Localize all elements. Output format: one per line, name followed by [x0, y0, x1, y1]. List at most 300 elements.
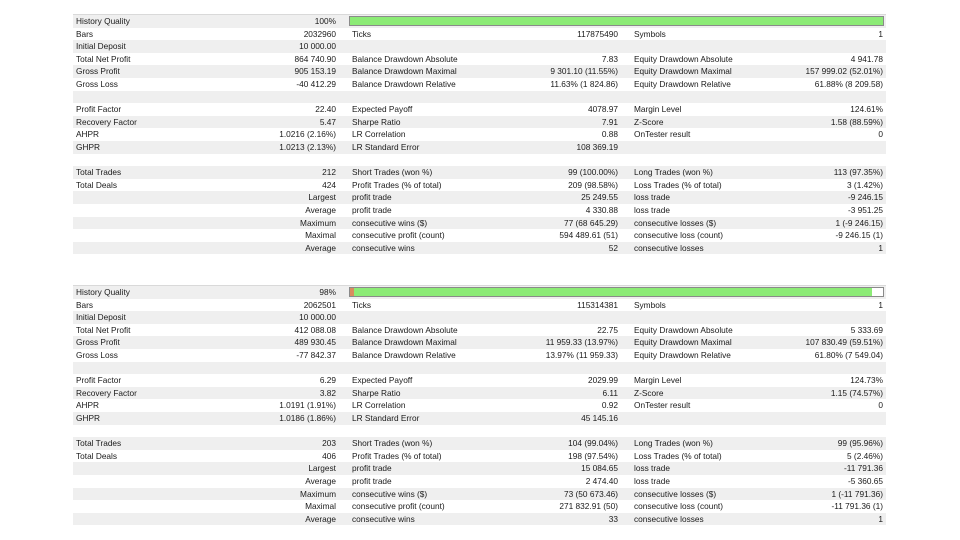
stat-empty — [631, 362, 886, 375]
stat-initial-deposit — [73, 40, 349, 53]
stat-equity-drawdown-maximal — [631, 65, 886, 78]
stat-value: 2029.99 — [588, 375, 618, 386]
stat-label: consecutive losses — [634, 513, 704, 524]
stat-value: 3.82 — [319, 387, 336, 398]
stat-label: AHPR — [76, 129, 100, 140]
stats-row — [73, 362, 886, 375]
stat-empty — [631, 154, 886, 167]
stat-value: 0.92 — [601, 400, 618, 411]
stat-value: 271 832.91 (50) — [559, 501, 618, 512]
stat-label: Balance Drawdown Relative — [352, 78, 456, 89]
stat-label: LR Standard Error — [352, 141, 420, 152]
stat-label — [349, 154, 352, 167]
stat-sharpe-ratio — [349, 116, 631, 129]
stat-value — [618, 91, 631, 104]
stat-ghpr — [73, 141, 349, 154]
stat-value — [883, 40, 886, 53]
stat-lr-standard-error — [349, 141, 631, 154]
stat-label: Loss Trades (% of total) — [634, 450, 722, 461]
stat-value — [336, 362, 349, 375]
stat-value: 198 (97.54%) — [568, 450, 618, 461]
stat-total-trades — [73, 437, 349, 450]
stat-balance-drawdown-absolute — [349, 324, 631, 337]
stats-row — [73, 229, 886, 242]
stat-value: -11 791.36 (1) — [831, 501, 883, 512]
stat-empty — [349, 311, 631, 324]
stat-value: 11.63% (1 824.86) — [550, 78, 618, 89]
stat-value: 203 — [322, 438, 336, 449]
stat-bars — [73, 299, 349, 312]
stat-consecutive-losses — [631, 242, 886, 255]
stat-profit-trade — [349, 191, 631, 204]
stat-label: Sharpe Ratio — [352, 387, 401, 398]
stat-value: 4 330.88 — [585, 204, 618, 215]
stat-consecutive-wins — [349, 217, 631, 230]
stat-value: 52 — [608, 242, 618, 253]
stat-label: Balance Drawdown Absolute — [352, 53, 458, 64]
stat-empty — [349, 91, 631, 104]
stat-value — [618, 154, 631, 167]
stat-label: Total Trades — [76, 167, 122, 178]
stat-total-trades — [73, 166, 349, 179]
stat-value: 489 930.45 — [294, 337, 336, 348]
stats-row — [73, 500, 886, 513]
stats-row — [73, 324, 886, 337]
stat-label: Balance Drawdown Absolute — [352, 324, 458, 335]
stat-value: -40 412.29 — [296, 78, 336, 89]
stat-label: Gross Loss — [76, 349, 118, 360]
stat-label: Maximum — [300, 217, 336, 228]
stat-value: -11 791.36 — [843, 463, 883, 474]
stat-empty — [349, 254, 631, 267]
stat-label: consecutive wins ($) — [352, 217, 428, 228]
stat-label: Average — [305, 204, 336, 215]
history-quality-cell — [73, 286, 349, 299]
stat-label — [73, 254, 76, 267]
stat-value: 22.40 — [315, 104, 336, 115]
stat-label — [631, 362, 634, 375]
stat-label — [73, 154, 76, 167]
stat-average — [73, 513, 349, 526]
stat-label: profit trade — [352, 475, 392, 486]
stat-value — [883, 91, 886, 104]
stat-value: 113 (97.35%) — [833, 167, 883, 178]
stat-value: 2062501 — [303, 299, 336, 310]
stat-lr-correlation — [349, 128, 631, 141]
stat-label: OnTester result — [634, 400, 691, 411]
stat-symbols — [631, 299, 886, 312]
stat-label: consecutive losses ($) — [634, 217, 717, 228]
history-quality-row — [73, 286, 886, 299]
stat-value: 1 (-11 791.36) — [831, 488, 883, 499]
stat-value: 5 333.69 — [850, 324, 883, 335]
stat-value — [336, 91, 349, 104]
stats-row — [73, 204, 886, 217]
stat-value — [883, 425, 886, 438]
stat-label — [631, 425, 634, 438]
stat-value: -3 951.25 — [847, 204, 883, 215]
stat-value: 1 — [878, 513, 883, 524]
stat-consecutive-wins — [349, 488, 631, 501]
stat-profit-trade — [349, 204, 631, 217]
stats-row — [73, 450, 886, 463]
stat-value — [336, 254, 349, 267]
stat-label: Gross Profit — [76, 66, 120, 77]
stat-equity-drawdown-maximal — [631, 336, 886, 349]
stat-value: 1 — [878, 28, 883, 39]
stat-value: 1.0191 (1.91%) — [279, 400, 336, 411]
stat-label: Gross Loss — [76, 78, 118, 89]
stat-ahpr — [73, 128, 349, 141]
stat-value: 108 369.19 — [576, 141, 618, 152]
stat-label: Short Trades (won %) — [352, 167, 433, 178]
stat-label: consecutive loss (count) — [634, 230, 724, 241]
stat-label: Symbols — [634, 299, 666, 310]
stat-label: profit trade — [352, 204, 392, 215]
stat-label: Recovery Factor — [76, 116, 137, 127]
stat-label: Equity Drawdown Absolute — [634, 324, 733, 335]
history-quality-row — [73, 15, 886, 28]
stat-long-trades-won — [631, 437, 886, 450]
stat-label: Total Net Profit — [76, 324, 131, 335]
stat-value: 10 000.00 — [299, 41, 336, 52]
stat-value: 0 — [878, 400, 883, 411]
stat-label: OnTester result — [634, 129, 691, 140]
stat-label: Ticks — [352, 299, 372, 310]
stat-z-score — [631, 116, 886, 129]
stat-gross-loss — [73, 78, 349, 91]
stat-empty — [349, 362, 631, 375]
stat-maximum — [73, 217, 349, 230]
stat-label: Long Trades (won %) — [634, 167, 713, 178]
stat-value — [336, 154, 349, 167]
stats-row — [73, 336, 886, 349]
stat-label — [631, 141, 634, 154]
stat-balance-drawdown-relative — [349, 78, 631, 91]
stat-ghpr — [73, 412, 349, 425]
stat-value: 77 (68 645.29) — [564, 217, 618, 228]
stat-value: 0.88 — [601, 129, 618, 140]
stat-lr-standard-error — [349, 412, 631, 425]
stat-label — [349, 91, 352, 104]
stat-label — [349, 311, 352, 324]
stat-value: 7.91 — [601, 116, 618, 127]
stat-label: Largest — [308, 192, 336, 203]
stat-value: 1.58 (88.59%) — [830, 116, 883, 127]
stat-label: Equity Drawdown Absolute — [634, 53, 733, 64]
stats-row — [73, 191, 886, 204]
stat-ahpr — [73, 399, 349, 412]
stat-sharpe-ratio — [349, 387, 631, 400]
stat-label: Symbols — [634, 28, 666, 39]
stat-gross-profit — [73, 336, 349, 349]
stats-row — [73, 299, 886, 312]
stat-value: 5.47 — [319, 116, 336, 127]
stat-label: Total Deals — [76, 450, 118, 461]
stat-value — [883, 362, 886, 375]
stat-loss-trades-of-total — [631, 179, 886, 192]
stat-label: loss trade — [634, 463, 670, 474]
history-quality-bar-cell — [349, 15, 886, 28]
stats-row — [73, 387, 886, 400]
stat-average — [73, 204, 349, 217]
stats-row — [73, 154, 886, 167]
stat-label: Average — [305, 242, 336, 253]
stat-label: Average — [305, 513, 336, 524]
history-quality-bar-cell — [349, 286, 886, 299]
history-quality-missing-mark — [350, 288, 354, 296]
stat-value: 15 084.65 — [581, 463, 618, 474]
stat-initial-deposit — [73, 311, 349, 324]
stat-label: Profit Trades (% of total) — [352, 179, 442, 190]
stat-label — [349, 362, 352, 375]
stat-label: GHPR — [76, 141, 100, 152]
stats-row — [73, 475, 886, 488]
stat-value: 212 — [322, 167, 336, 178]
stats-row — [73, 103, 886, 116]
stat-label: GHPR — [76, 412, 100, 423]
stat-value: 33 — [608, 513, 618, 524]
stat-label: LR Correlation — [352, 400, 406, 411]
stat-balance-drawdown-maximal — [349, 65, 631, 78]
stat-label: Maximal — [305, 230, 336, 241]
stat-label: Expected Payoff — [352, 375, 413, 386]
stats-row — [73, 437, 886, 450]
stat-value: 22.75 — [597, 324, 618, 335]
stat-label — [631, 311, 634, 324]
stat-total-deals — [73, 450, 349, 463]
stat-label: Equity Drawdown Relative — [634, 78, 731, 89]
stat-value — [883, 141, 886, 154]
stats-row — [73, 91, 886, 104]
stat-value: 7.83 — [601, 53, 618, 64]
stat-label: Total Net Profit — [76, 53, 131, 64]
history-quality-bar — [349, 287, 884, 297]
stat-label: Margin Level — [634, 104, 682, 115]
stat-ontester-result — [631, 128, 886, 141]
stat-balance-drawdown-maximal — [349, 336, 631, 349]
stat-label: LR Correlation — [352, 129, 406, 140]
stat-label: Balance Drawdown Maximal — [352, 66, 457, 77]
stats-row — [73, 116, 886, 129]
stats-row — [73, 425, 886, 438]
stats-row — [73, 488, 886, 501]
stat-maximum — [73, 488, 349, 501]
stat-label: Average — [305, 475, 336, 486]
stat-empty — [631, 141, 886, 154]
stat-average — [73, 242, 349, 255]
stat-z-score — [631, 387, 886, 400]
stat-profit-trade — [349, 475, 631, 488]
stat-value: 4078.97 — [588, 104, 618, 115]
history-quality-cell — [73, 15, 349, 28]
stat-value: 117875490 — [577, 28, 618, 39]
stat-value: -77 842.37 — [296, 349, 336, 360]
stat-value: 1 — [878, 299, 883, 310]
stat-empty — [349, 40, 631, 53]
stat-empty — [631, 412, 886, 425]
stat-value: 864 740.90 — [294, 53, 336, 64]
stat-label: Initial Deposit — [76, 312, 126, 323]
stat-label: consecutive wins ($) — [352, 488, 428, 499]
stat-maximal — [73, 500, 349, 513]
stats-row — [73, 179, 886, 192]
stat-value: 157 999.02 (52.01%) — [805, 66, 883, 77]
stat-label: Gross Profit — [76, 337, 120, 348]
stats-row — [73, 242, 886, 255]
stat-label: Maximum — [300, 488, 336, 499]
stat-total-net-profit — [73, 53, 349, 66]
stat-balance-drawdown-absolute — [349, 53, 631, 66]
history-quality-value: 98% — [319, 287, 336, 297]
stat-value: 104 (99.04%) — [568, 438, 618, 449]
stat-loss-trades-of-total — [631, 450, 886, 463]
stat-empty — [349, 154, 631, 167]
stat-consecutive-wins — [349, 242, 631, 255]
stat-label: consecutive wins — [352, 513, 415, 524]
stat-value: 99 (100.00%) — [568, 167, 618, 178]
stat-profit-factor — [73, 374, 349, 387]
stat-label — [631, 412, 634, 425]
stats-row — [73, 166, 886, 179]
stat-label: Loss Trades (% of total) — [634, 179, 722, 190]
stat-label: profit trade — [352, 192, 392, 203]
stat-value — [883, 412, 886, 425]
stat-value: 424 — [322, 179, 336, 190]
stat-total-net-profit — [73, 324, 349, 337]
stat-label: consecutive wins — [352, 242, 415, 253]
history-quality-bar — [349, 16, 884, 26]
stat-label: Equity Drawdown Relative — [634, 349, 731, 360]
stats-row — [73, 349, 886, 362]
stat-bars — [73, 28, 349, 41]
stat-value — [883, 254, 886, 267]
stat-consecutive-losses — [631, 513, 886, 526]
stat-value: 4 941.78 — [850, 53, 883, 64]
stat-value: 905 153.19 — [294, 66, 336, 77]
history-quality-value: 100% — [314, 16, 336, 26]
stat-label: loss trade — [634, 204, 670, 215]
stat-label: Z-Score — [634, 116, 664, 127]
stat-value: 61.80% (7 549.04) — [814, 349, 883, 360]
stat-profit-trades-of-total — [349, 179, 631, 192]
stat-label: Bars — [76, 28, 94, 39]
stat-empty — [631, 254, 886, 267]
stat-label — [73, 91, 76, 104]
stat-label — [631, 40, 634, 53]
stat-label: Maximal — [305, 501, 336, 512]
stat-label: AHPR — [76, 400, 100, 411]
stats-row — [73, 462, 886, 475]
stat-label: LR Standard Error — [352, 412, 420, 423]
stat-label: Margin Level — [634, 375, 682, 386]
stat-empty — [73, 362, 349, 375]
stat-value: 45 145.16 — [581, 412, 618, 423]
stat-value — [883, 311, 886, 324]
stats-row — [73, 217, 886, 230]
stat-maximal — [73, 229, 349, 242]
stat-value: 1.0186 (1.86%) — [279, 412, 336, 423]
stat-largest — [73, 191, 349, 204]
stat-value: 1.15 (74.57%) — [830, 387, 883, 398]
stat-label: Recovery Factor — [76, 387, 137, 398]
stat-value: 0 — [878, 129, 883, 140]
stats-row — [73, 65, 886, 78]
stat-label: Total Trades — [76, 438, 122, 449]
stats-row — [73, 374, 886, 387]
stat-label: Z-Score — [634, 387, 664, 398]
stat-empty — [73, 254, 349, 267]
history-quality-label: History Quality — [76, 16, 130, 26]
stat-largest — [73, 462, 349, 475]
stat-label: consecutive loss (count) — [634, 501, 724, 512]
stat-label: Equity Drawdown Maximal — [634, 337, 732, 348]
stat-value — [336, 425, 349, 438]
stat-loss-trade — [631, 204, 886, 217]
stat-consecutive-profit-count — [349, 229, 631, 242]
stat-label: Ticks — [352, 28, 372, 39]
stat-value: 124.61% — [850, 104, 883, 115]
stat-value — [618, 311, 631, 324]
stat-total-deals — [73, 179, 349, 192]
stat-empty — [73, 154, 349, 167]
stat-label: Long Trades (won %) — [634, 438, 713, 449]
stat-margin-level — [631, 374, 886, 387]
stat-empty — [73, 91, 349, 104]
stat-average — [73, 475, 349, 488]
stat-value: -9 246.15 — [847, 192, 883, 203]
stat-value: 1.0213 (2.13%) — [279, 141, 336, 152]
stats-row — [73, 128, 886, 141]
stat-value: 99 (95.96%) — [837, 438, 883, 449]
stat-value: 25 249.55 — [581, 192, 618, 203]
stat-label: consecutive losses ($) — [634, 488, 717, 499]
stat-equity-drawdown-relative — [631, 349, 886, 362]
stat-label: Profit Factor — [76, 375, 122, 386]
stat-equity-drawdown-absolute — [631, 324, 886, 337]
stat-expected-payoff — [349, 103, 631, 116]
stat-ontester-result — [631, 399, 886, 412]
history-quality-fill — [350, 288, 872, 296]
stat-label: loss trade — [634, 192, 670, 203]
report-top — [73, 14, 886, 267]
stat-value: 124.73% — [850, 375, 883, 386]
stat-empty — [631, 40, 886, 53]
stat-value: 1 — [878, 242, 883, 253]
stat-label: Initial Deposit — [76, 41, 126, 52]
stats-row — [73, 53, 886, 66]
stat-ticks — [349, 299, 631, 312]
stat-value: 61.88% (8 209.58) — [814, 78, 883, 89]
stat-ticks — [349, 28, 631, 41]
stat-value: 107 830.49 (59.51%) — [805, 337, 883, 348]
stat-loss-trade — [631, 191, 886, 204]
stat-margin-level — [631, 103, 886, 116]
stat-recovery-factor — [73, 387, 349, 400]
stat-empty — [73, 425, 349, 438]
stat-value: 10 000.00 — [299, 312, 336, 323]
stat-value: 6.11 — [602, 387, 618, 398]
stat-value: 2 474.40 — [585, 475, 618, 486]
stat-expected-payoff — [349, 374, 631, 387]
stat-loss-trade — [631, 475, 886, 488]
stat-empty — [631, 311, 886, 324]
stat-loss-trade — [631, 462, 886, 475]
stat-value — [618, 40, 631, 53]
stat-label — [631, 91, 634, 104]
stat-consecutive-profit-count — [349, 500, 631, 513]
stat-equity-drawdown-relative — [631, 78, 886, 91]
